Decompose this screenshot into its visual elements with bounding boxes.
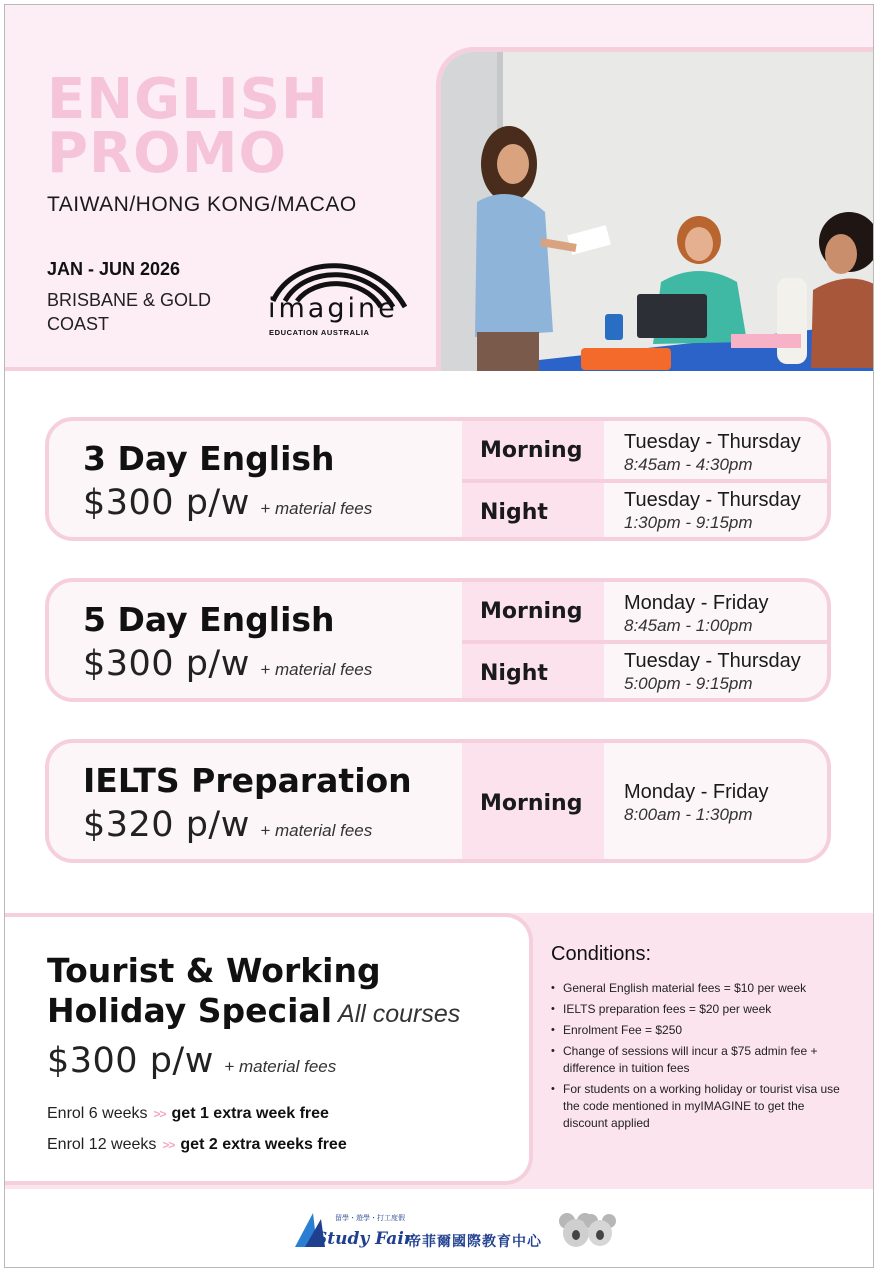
- special-offer-card: [5, 913, 533, 1185]
- course-info: [83, 421, 463, 537]
- study-fair-logo: [291, 1205, 621, 1257]
- promo-title: [47, 67, 329, 186]
- session-times: 5:00pm - 9:15pm: [624, 674, 753, 693]
- classroom-photo: [436, 47, 874, 371]
- session-table: [462, 421, 831, 537]
- condition-item: • General English material fees = $10 per week: [551, 980, 851, 997]
- course-info: [83, 582, 463, 698]
- price-line: [83, 483, 372, 523]
- course-name: IELTS Preparation: [83, 761, 412, 800]
- session-label: Morning: [462, 582, 604, 640]
- session-table: [462, 743, 831, 859]
- session-label: Night: [462, 483, 604, 541]
- session-days: Tuesday - Thursday: [624, 431, 801, 453]
- session-row-night: [462, 483, 831, 541]
- logo-subtitle: EDUCATION AUSTRALIA: [269, 328, 370, 337]
- enrol-offer-6-weeks: [47, 1105, 329, 1123]
- condition-item: • IELTS preparation fees = $20 per week: [551, 1001, 851, 1018]
- session-row-night: [462, 644, 831, 702]
- flyer: [4, 4, 874, 1268]
- enrol-bonus: get 2 extra weeks free: [180, 1136, 347, 1153]
- session-times: 8:00am - 1:30pm: [624, 805, 753, 824]
- enrol-prefix: Enrol 12 weeks: [47, 1136, 157, 1153]
- special-price-line: [47, 1041, 336, 1081]
- conditions-title: Conditions:: [551, 943, 652, 965]
- special-title-line2: [47, 991, 460, 1034]
- session-row-morning: [462, 582, 831, 640]
- logo-word: imagine: [268, 293, 398, 324]
- course-fees-note: + material fees: [260, 660, 373, 679]
- brand-tagline: 留學・遊學・打工度假: [335, 1215, 405, 1222]
- promo-dates: JAN - JUN 2026: [47, 259, 181, 279]
- double-arrow-icon: >>: [162, 1138, 175, 1152]
- condition-item: • Enrolment Fee = $250: [551, 1022, 851, 1039]
- course-card-ielts: [45, 739, 831, 863]
- session-days: Tuesday - Thursday: [624, 650, 801, 672]
- regions-text: TAIWAN/HONG KONG/MACAO: [47, 193, 357, 216]
- promo-title-line1: ENGLISH: [47, 67, 329, 132]
- enrol-offer-12-weeks: [47, 1136, 347, 1154]
- special-title: [47, 951, 460, 1034]
- course-info: [83, 743, 463, 859]
- conditions-panel: [551, 943, 851, 1136]
- course-name: 3 Day English: [83, 439, 335, 478]
- koala-icon: [557, 1209, 617, 1253]
- special-title-line2-text: Holiday Special: [47, 991, 333, 1030]
- session-label: Morning: [462, 743, 604, 863]
- special-price: $300 p/w: [47, 1041, 214, 1081]
- course-fees-note: + material fees: [260, 821, 373, 840]
- course-card-5-day: [45, 578, 831, 702]
- session-row-morning: [462, 421, 831, 479]
- session-table: [462, 582, 831, 698]
- double-arrow-icon: >>: [153, 1107, 166, 1121]
- session-days: Monday - Friday: [624, 781, 769, 803]
- condition-item: • For students on a working holiday or tourist visa use the code mentioned in myIMAGINE to get the discount applied: [551, 1081, 851, 1132]
- imagine-logo: [265, 253, 410, 339]
- course-price: $300 p/w: [83, 483, 250, 523]
- brand-chinese-name: 帝菲爾國際教育中心: [407, 1234, 542, 1250]
- session-days: Monday - Friday: [624, 592, 769, 614]
- course-name: 5 Day English: [83, 600, 335, 639]
- session-times: 1:30pm - 9:15pm: [624, 513, 753, 532]
- classroom-illustration: [441, 52, 874, 371]
- course-fees-note: + material fees: [260, 499, 373, 518]
- header-band: [5, 5, 873, 371]
- price-line: [83, 644, 372, 684]
- session-days: Tuesday - Thursday: [624, 489, 801, 511]
- condition-item: • Change of sessions will incur a $75 admin fee + difference in tuition fees: [551, 1043, 851, 1077]
- course-card-3-day: [45, 417, 831, 541]
- session-label: Morning: [462, 421, 604, 479]
- enrol-bonus: get 1 extra week free: [171, 1105, 329, 1122]
- locations-text: BRISBANE & GOLD COAST: [47, 290, 212, 334]
- special-title-line1: Tourist & Working: [47, 951, 381, 990]
- enrol-prefix: Enrol 6 weeks: [47, 1105, 148, 1122]
- session-times: 8:45am - 1:00pm: [624, 616, 753, 635]
- brand-script: Study Fair: [315, 1229, 413, 1249]
- session-row-morning: [462, 743, 831, 863]
- promo-title-line2: PROMO: [47, 121, 288, 186]
- course-price: $320 p/w: [83, 805, 250, 845]
- course-price: $300 p/w: [83, 644, 250, 684]
- all-courses-note: All courses: [338, 1000, 461, 1028]
- special-fees-note: + material fees: [224, 1057, 337, 1076]
- session-times: 8:45am - 4:30pm: [624, 455, 753, 474]
- price-line: [83, 805, 372, 845]
- session-label: Night: [462, 644, 604, 702]
- conditions-list: [551, 980, 851, 1132]
